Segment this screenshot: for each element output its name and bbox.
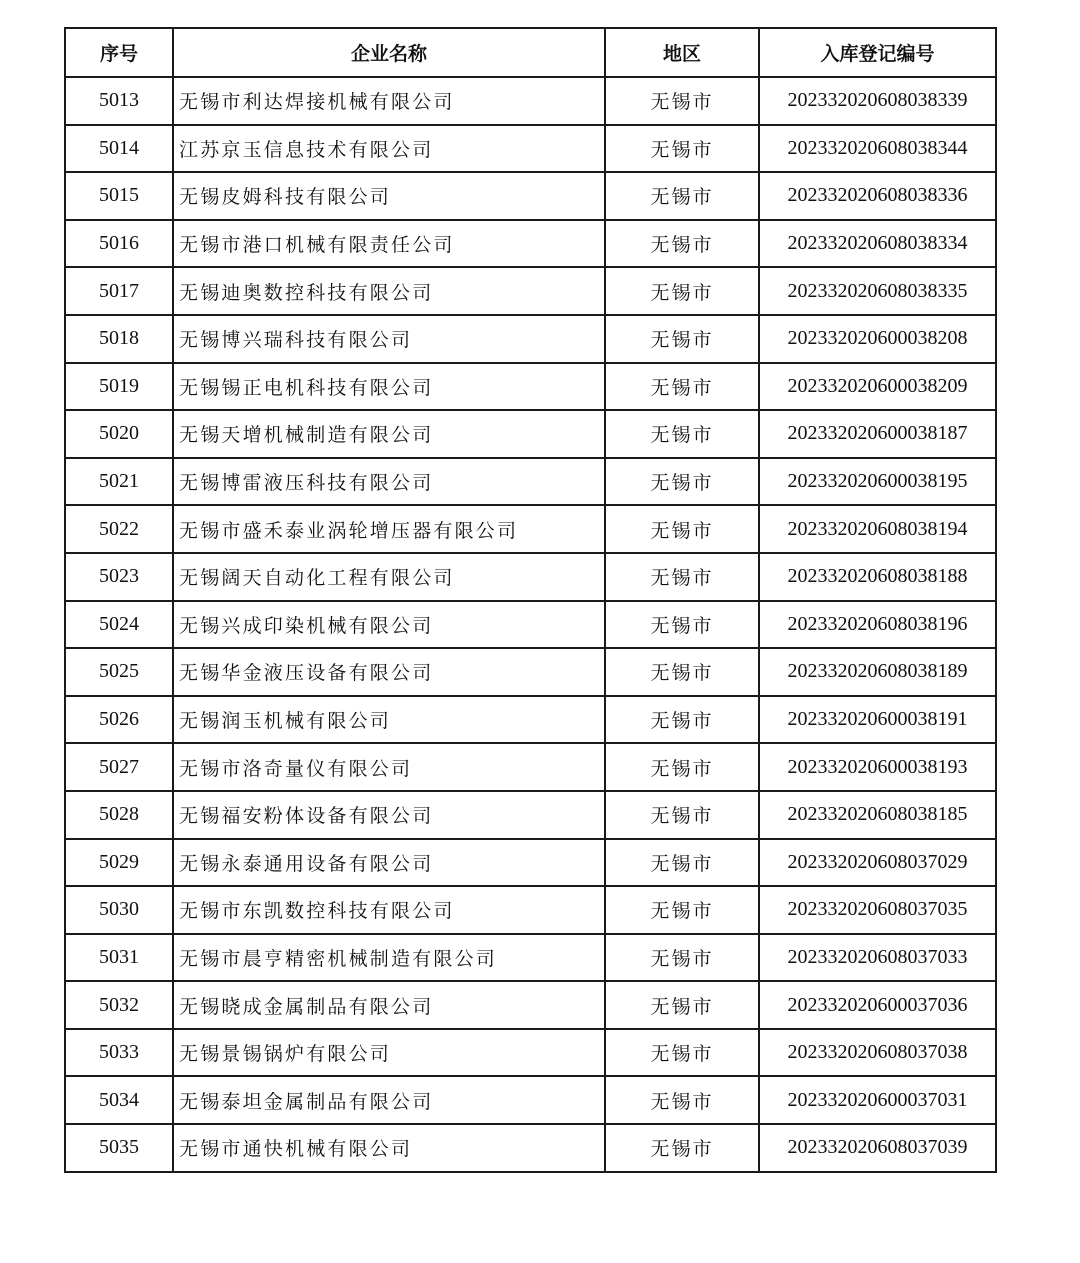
table-row xyxy=(65,1124,996,1172)
company-name-cell: 无锡市通快机械有限公司 xyxy=(173,1124,605,1172)
table-row xyxy=(65,1076,996,1124)
company-name-cell: 无锡博兴瑞科技有限公司 xyxy=(173,315,605,363)
company-name-cell: 无锡锡正电机科技有限公司 xyxy=(173,363,605,411)
registration-number-cell: 202332020608037029 xyxy=(759,839,996,887)
region-cell: 无锡市 xyxy=(605,648,759,696)
registration-number-cell: 202332020600038208 xyxy=(759,315,996,363)
registration-number-cell: 202332020600038191 xyxy=(759,696,996,744)
table-row xyxy=(65,125,996,173)
table-row xyxy=(65,981,996,1029)
company-name-cell: 无锡兴成印染机械有限公司 xyxy=(173,601,605,649)
table-row xyxy=(65,267,996,315)
registration-number-cell: 202332020608038344 xyxy=(759,125,996,173)
seq-cell: 5017 xyxy=(65,267,173,315)
seq-cell: 5028 xyxy=(65,791,173,839)
registration-number-cell: 202332020608038185 xyxy=(759,791,996,839)
registration-number-cell: 202332020600038209 xyxy=(759,363,996,411)
region-cell: 无锡市 xyxy=(605,981,759,1029)
region-cell: 无锡市 xyxy=(605,601,759,649)
registration-number-cell: 202332020600038193 xyxy=(759,743,996,791)
company-name-cell: 无锡天增机械制造有限公司 xyxy=(173,410,605,458)
seq-cell: 5021 xyxy=(65,458,173,506)
table-row xyxy=(65,410,996,458)
registration-number-cell: 202332020608037039 xyxy=(759,1124,996,1172)
region-cell: 无锡市 xyxy=(605,743,759,791)
seq-cell: 5024 xyxy=(65,601,173,649)
table-row xyxy=(65,743,996,791)
registration-number-cell: 202332020608038194 xyxy=(759,505,996,553)
registration-number-cell: 202332020608038334 xyxy=(759,220,996,268)
table-row xyxy=(65,172,996,220)
region-cell: 无锡市 xyxy=(605,839,759,887)
registration-number-cell: 202332020600038195 xyxy=(759,458,996,506)
registration-number-cell: 202332020608037035 xyxy=(759,886,996,934)
region-cell: 无锡市 xyxy=(605,315,759,363)
seq-cell: 5016 xyxy=(65,220,173,268)
seq-cell: 5023 xyxy=(65,553,173,601)
registration-number-cell: 202332020600038187 xyxy=(759,410,996,458)
registration-number-cell: 202332020600037036 xyxy=(759,981,996,1029)
company-name-cell: 无锡华金液压设备有限公司 xyxy=(173,648,605,696)
region-cell: 无锡市 xyxy=(605,505,759,553)
table-row xyxy=(65,505,996,553)
seq-cell: 5022 xyxy=(65,505,173,553)
table-row xyxy=(65,553,996,601)
seq-cell: 5030 xyxy=(65,886,173,934)
registration-number-cell: 202332020600037031 xyxy=(759,1076,996,1124)
company-name-cell: 无锡晓成金属制品有限公司 xyxy=(173,981,605,1029)
table-row xyxy=(65,458,996,506)
company-name-cell: 无锡市港口机械有限责任公司 xyxy=(173,220,605,268)
region-cell: 无锡市 xyxy=(605,791,759,839)
company-name-cell: 无锡泰坦金属制品有限公司 xyxy=(173,1076,605,1124)
region-cell: 无锡市 xyxy=(605,458,759,506)
region-cell: 无锡市 xyxy=(605,934,759,982)
header-region: 地区 xyxy=(605,28,759,77)
registration-number-cell: 202332020608038189 xyxy=(759,648,996,696)
seq-cell: 5013 xyxy=(65,77,173,125)
region-cell: 无锡市 xyxy=(605,410,759,458)
table-row xyxy=(65,934,996,982)
seq-cell: 5034 xyxy=(65,1076,173,1124)
table-row xyxy=(65,220,996,268)
table-header xyxy=(65,28,996,77)
seq-cell: 5019 xyxy=(65,363,173,411)
enterprise-table xyxy=(64,27,997,1173)
table-row xyxy=(65,696,996,744)
region-cell: 无锡市 xyxy=(605,1124,759,1172)
region-cell: 无锡市 xyxy=(605,553,759,601)
region-cell: 无锡市 xyxy=(605,125,759,173)
table-row xyxy=(65,315,996,363)
seq-cell: 5032 xyxy=(65,981,173,1029)
seq-cell: 5025 xyxy=(65,648,173,696)
table-body xyxy=(65,77,996,1172)
company-name-cell: 无锡永泰通用设备有限公司 xyxy=(173,839,605,887)
company-name-cell: 江苏京玉信息技术有限公司 xyxy=(173,125,605,173)
seq-cell: 5035 xyxy=(65,1124,173,1172)
table-row xyxy=(65,839,996,887)
seq-cell: 5026 xyxy=(65,696,173,744)
table-row xyxy=(65,886,996,934)
registration-number-cell: 202332020608038335 xyxy=(759,267,996,315)
header-reg-no: 入库登记编号 xyxy=(759,28,996,77)
company-name-cell: 无锡润玉机械有限公司 xyxy=(173,696,605,744)
registration-number-cell: 202332020608037033 xyxy=(759,934,996,982)
region-cell: 无锡市 xyxy=(605,77,759,125)
table-row xyxy=(65,77,996,125)
company-name-cell: 无锡皮姆科技有限公司 xyxy=(173,172,605,220)
company-name-cell: 无锡市利达焊接机械有限公司 xyxy=(173,77,605,125)
company-name-cell: 无锡阔天自动化工程有限公司 xyxy=(173,553,605,601)
registration-number-cell: 202332020608038188 xyxy=(759,553,996,601)
seq-cell: 5018 xyxy=(65,315,173,363)
region-cell: 无锡市 xyxy=(605,886,759,934)
seq-cell: 5027 xyxy=(65,743,173,791)
region-cell: 无锡市 xyxy=(605,220,759,268)
table-row xyxy=(65,648,996,696)
seq-cell: 5029 xyxy=(65,839,173,887)
seq-cell: 5014 xyxy=(65,125,173,173)
table-row xyxy=(65,601,996,649)
header-name: 企业名称 xyxy=(173,28,605,77)
registration-number-cell: 202332020608038336 xyxy=(759,172,996,220)
table-row xyxy=(65,363,996,411)
region-cell: 无锡市 xyxy=(605,267,759,315)
company-name-cell: 无锡福安粉体设备有限公司 xyxy=(173,791,605,839)
company-name-cell: 无锡景锡锅炉有限公司 xyxy=(173,1029,605,1077)
company-name-cell: 无锡市晨亨精密机械制造有限公司 xyxy=(173,934,605,982)
seq-cell: 5033 xyxy=(65,1029,173,1077)
table-row xyxy=(65,1029,996,1077)
company-name-cell: 无锡迪奥数控科技有限公司 xyxy=(173,267,605,315)
region-cell: 无锡市 xyxy=(605,172,759,220)
table-row xyxy=(65,791,996,839)
company-name-cell: 无锡市东凯数控科技有限公司 xyxy=(173,886,605,934)
company-name-cell: 无锡市盛禾泰业涡轮增压器有限公司 xyxy=(173,505,605,553)
header-row xyxy=(65,28,996,77)
region-cell: 无锡市 xyxy=(605,1076,759,1124)
company-name-cell: 无锡市洛奇量仪有限公司 xyxy=(173,743,605,791)
registration-number-cell: 202332020608037038 xyxy=(759,1029,996,1077)
seq-cell: 5020 xyxy=(65,410,173,458)
registration-number-cell: 202332020608038196 xyxy=(759,601,996,649)
company-name-cell: 无锡博雷液压科技有限公司 xyxy=(173,458,605,506)
region-cell: 无锡市 xyxy=(605,363,759,411)
seq-cell: 5015 xyxy=(65,172,173,220)
seq-cell: 5031 xyxy=(65,934,173,982)
registration-number-cell: 202332020608038339 xyxy=(759,77,996,125)
region-cell: 无锡市 xyxy=(605,1029,759,1077)
header-seq: 序号 xyxy=(65,28,173,77)
region-cell: 无锡市 xyxy=(605,696,759,744)
